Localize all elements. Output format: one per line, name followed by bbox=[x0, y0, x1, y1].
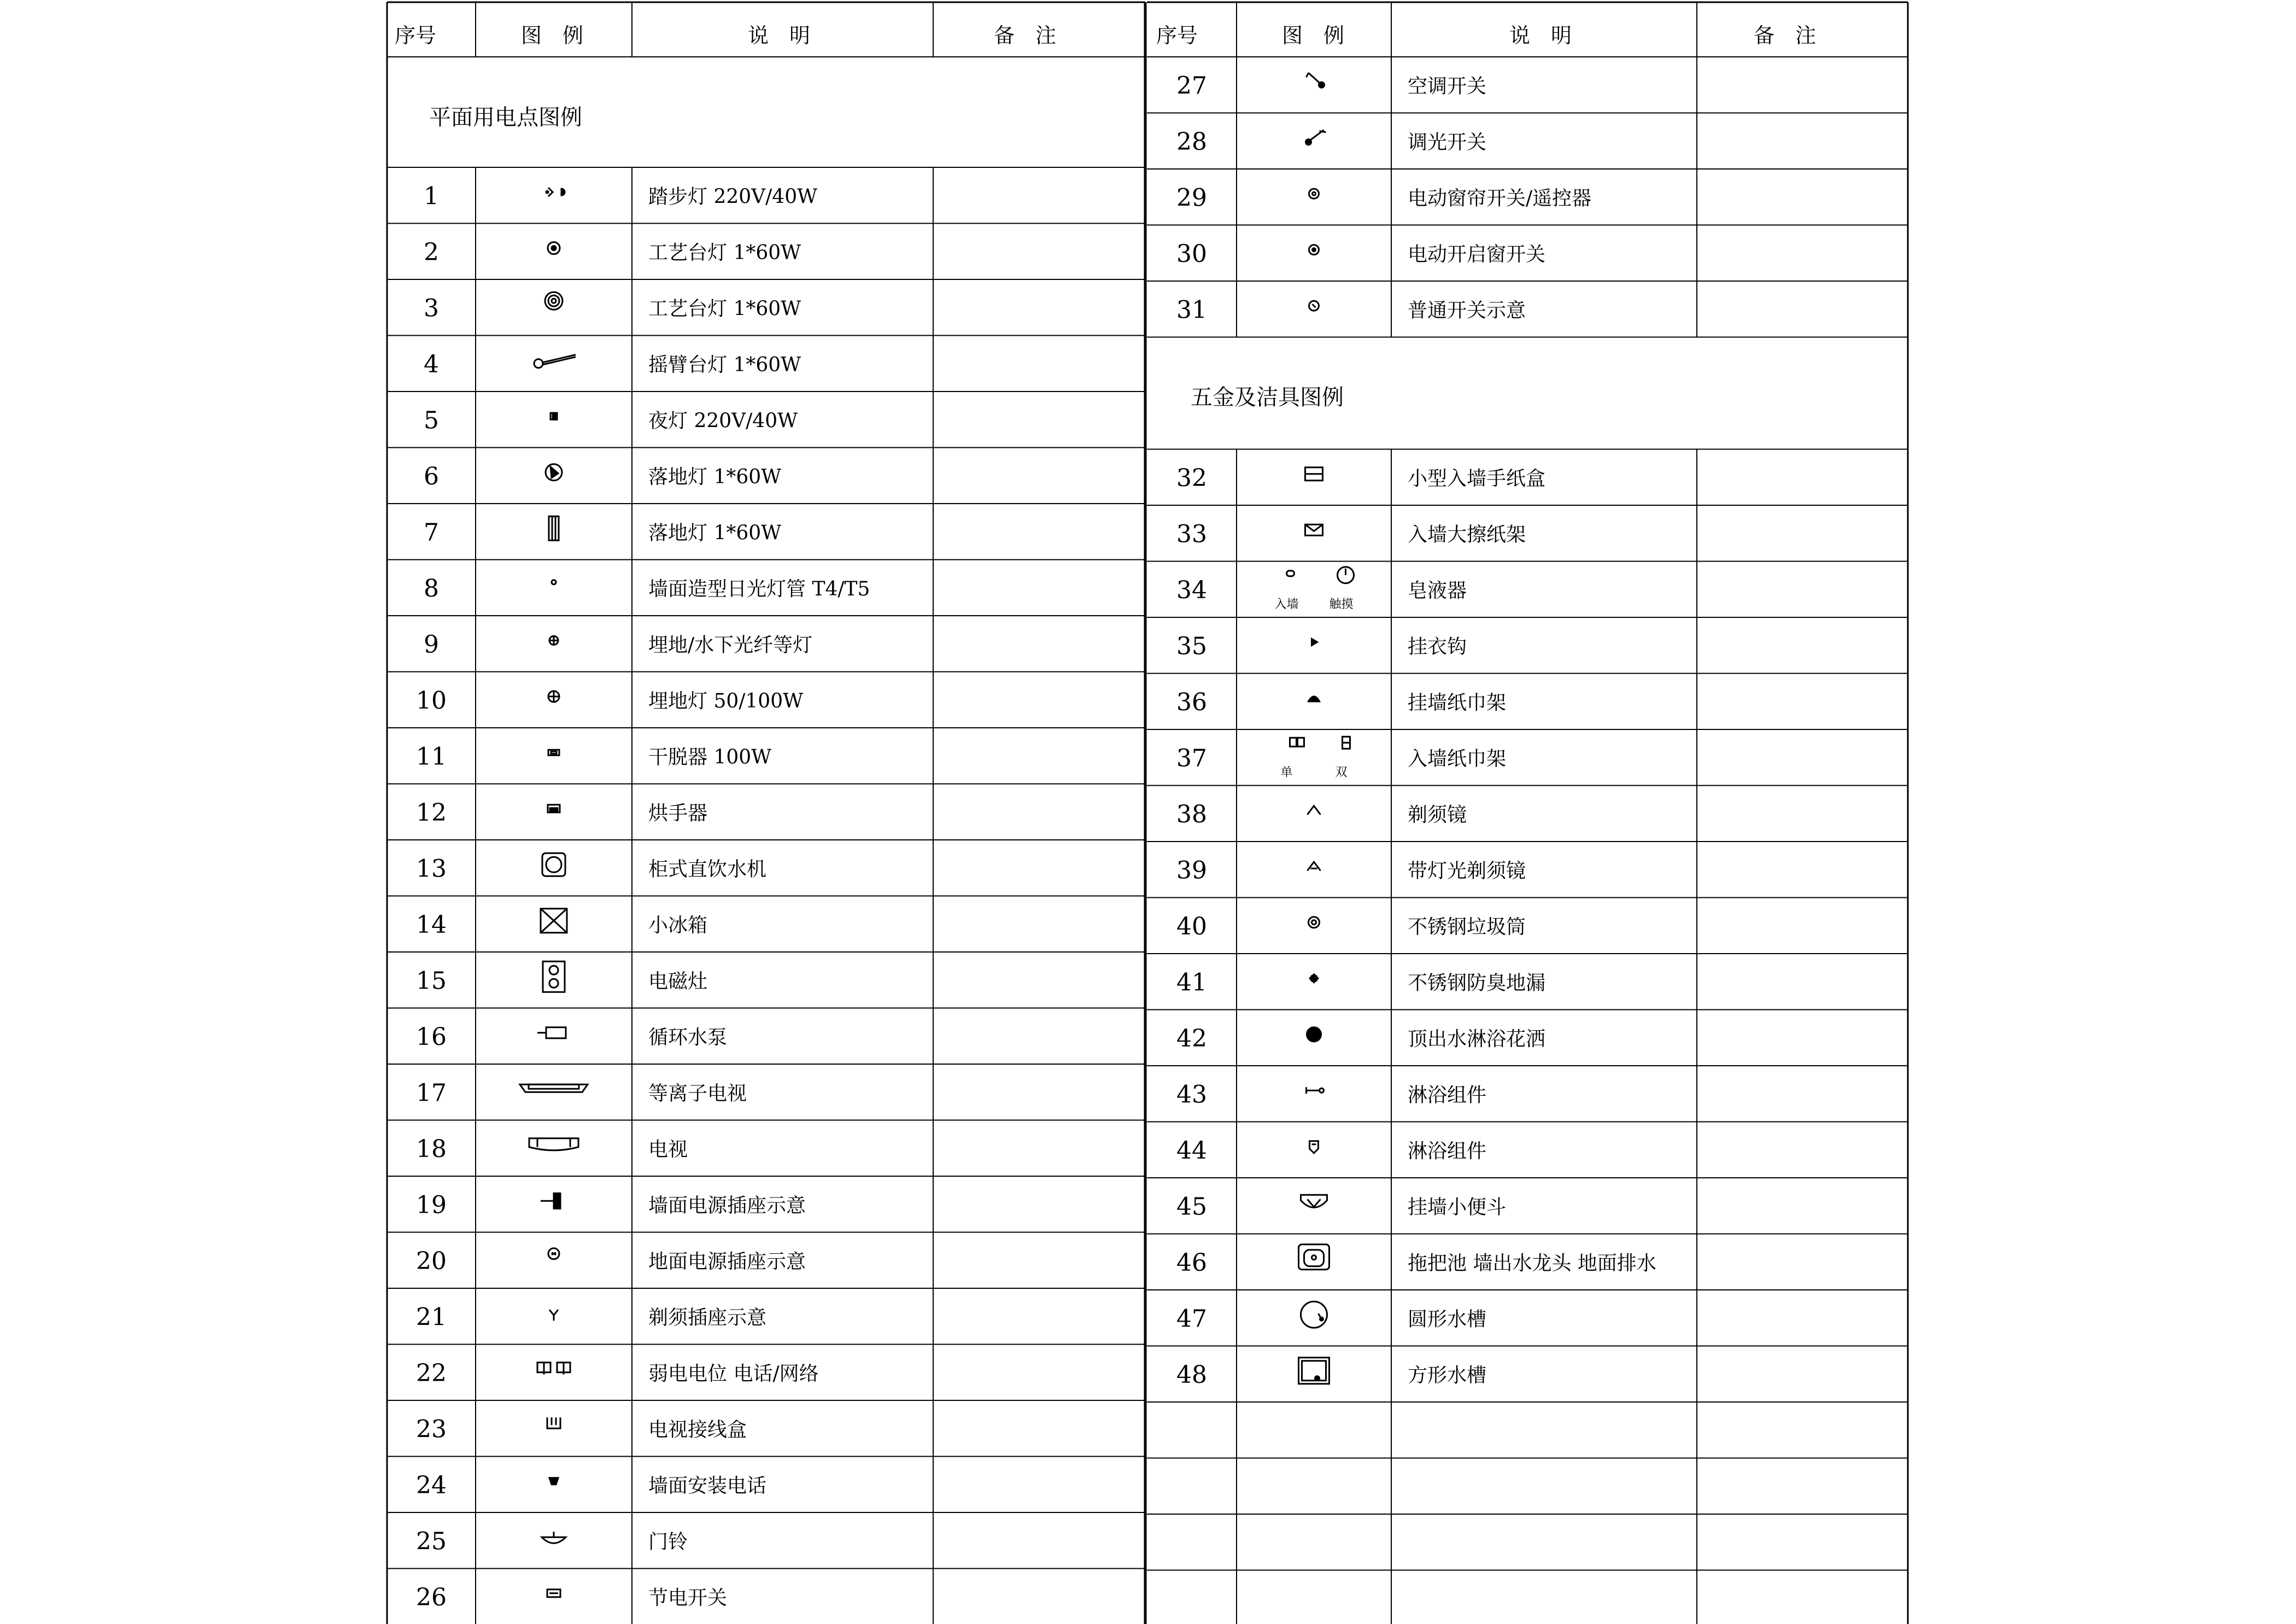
row-number: 6 bbox=[424, 462, 439, 490]
tissue-box-icon bbox=[1305, 468, 1323, 481]
row-number: 18 bbox=[416, 1135, 447, 1163]
symbol-sub-label: 入墙 bbox=[1274, 597, 1299, 611]
row-number: 47 bbox=[1176, 1305, 1207, 1333]
legend-row bbox=[1176, 737, 1506, 779]
symbol-sub-label: 单 bbox=[1280, 766, 1293, 780]
row-number: 5 bbox=[424, 406, 439, 435]
soap-dispenser-icon bbox=[1287, 567, 1354, 583]
row-number: 20 bbox=[416, 1247, 447, 1275]
row-description: 工艺台灯 1*60W bbox=[648, 297, 801, 320]
legend-row bbox=[416, 1079, 747, 1107]
row-number: 8 bbox=[424, 574, 439, 603]
legend-row bbox=[416, 1135, 688, 1163]
ground-light-icon bbox=[548, 691, 559, 702]
shaving-mirror-icon bbox=[1308, 806, 1321, 815]
shower-set-b-icon bbox=[1310, 1141, 1319, 1153]
table-grid bbox=[387, 2, 1908, 1624]
row-number: 42 bbox=[1176, 1024, 1207, 1053]
legend-row bbox=[424, 238, 801, 266]
legend-row bbox=[424, 463, 781, 490]
row-number: 30 bbox=[1176, 239, 1207, 268]
legend-row bbox=[416, 1023, 727, 1051]
row-number: 21 bbox=[416, 1303, 447, 1331]
round-sink-icon bbox=[1301, 1301, 1327, 1328]
legend-row bbox=[416, 1471, 766, 1499]
row-description: 圆形水槽 bbox=[1408, 1308, 1487, 1331]
legend-row bbox=[1176, 1137, 1486, 1165]
right-header-remark: 备 注 bbox=[1753, 24, 1817, 48]
legend-row bbox=[416, 1415, 747, 1443]
row-number: 40 bbox=[1176, 912, 1207, 940]
row-description: 方形水槽 bbox=[1408, 1364, 1487, 1387]
row-number: 15 bbox=[416, 967, 447, 995]
legend-row bbox=[416, 1191, 806, 1219]
row-number: 25 bbox=[416, 1527, 447, 1556]
square-sink-icon bbox=[1299, 1358, 1329, 1384]
symbol-sub-label: 双 bbox=[1335, 766, 1348, 780]
data-phone-outlet-icon bbox=[537, 1363, 570, 1375]
legend-row bbox=[1176, 1025, 1545, 1053]
tv-junction-box-icon bbox=[547, 1417, 560, 1428]
legend-row bbox=[1176, 801, 1467, 828]
row-number: 41 bbox=[1176, 968, 1207, 997]
row-number: 9 bbox=[424, 630, 439, 659]
legend-row bbox=[424, 630, 812, 658]
row-description: 剃须插座示意 bbox=[648, 1306, 767, 1329]
row-description: 皂液器 bbox=[1408, 579, 1467, 602]
induction-cooker-icon bbox=[543, 961, 565, 992]
legend-row bbox=[416, 1303, 766, 1331]
row-number: 34 bbox=[1176, 576, 1207, 604]
trash-bin-icon bbox=[1309, 917, 1320, 928]
legend-row bbox=[1176, 520, 1526, 548]
row-description: 不锈钢防臭地漏 bbox=[1408, 972, 1546, 995]
night-light-icon bbox=[550, 413, 557, 419]
dimmer-switch-icon bbox=[1306, 130, 1326, 145]
row-description: 普通开关示意 bbox=[1408, 299, 1526, 322]
row-number: 39 bbox=[1176, 856, 1207, 885]
row-description: 烘手器 bbox=[648, 802, 708, 825]
buried-light-icon bbox=[549, 636, 558, 645]
row-description: 入墙大擦纸架 bbox=[1408, 523, 1526, 546]
right-header-symbol: 图 例 bbox=[1281, 24, 1345, 48]
floor-lamp-icon bbox=[546, 464, 562, 481]
legend-row bbox=[1176, 1245, 1656, 1277]
legend-row bbox=[1176, 128, 1486, 156]
row-number: 31 bbox=[1176, 296, 1207, 324]
row-number: 37 bbox=[1176, 744, 1207, 773]
legend-row bbox=[416, 743, 771, 770]
row-number: 44 bbox=[1176, 1136, 1207, 1165]
row-description: 柜式直饮水机 bbox=[648, 858, 767, 881]
legend-row bbox=[1176, 688, 1506, 716]
paper-holder-icon bbox=[1305, 524, 1323, 535]
legend-row bbox=[416, 1359, 819, 1387]
recessed-towel-icon bbox=[1290, 737, 1350, 749]
floor-lamp-tall-icon bbox=[549, 516, 559, 540]
lit-mirror-icon bbox=[1308, 862, 1321, 871]
table-lamp-icon bbox=[548, 242, 560, 254]
row-number: 43 bbox=[1176, 1080, 1207, 1109]
row-description: 挂墙纸巾架 bbox=[1408, 691, 1507, 714]
row-number: 35 bbox=[1176, 632, 1207, 661]
row-number: 22 bbox=[416, 1359, 447, 1387]
legend-row bbox=[424, 182, 817, 210]
row-number: 10 bbox=[416, 686, 447, 715]
row-description: 弱电电位 电话/网络 bbox=[648, 1362, 819, 1385]
legend-row bbox=[424, 350, 801, 378]
row-description: 墙面安装电话 bbox=[648, 1474, 767, 1497]
water-dispenser-icon bbox=[542, 853, 565, 876]
left-header-desc: 说 明 bbox=[747, 24, 811, 48]
legend-row bbox=[416, 909, 707, 939]
towel-rack-icon bbox=[1309, 697, 1320, 702]
hand-dryer-icon bbox=[548, 805, 560, 813]
legend-row bbox=[1176, 1193, 1506, 1220]
legend-row bbox=[1176, 184, 1591, 212]
row-description: 电视接线盒 bbox=[648, 1418, 747, 1441]
row-description: 埋地/水下光纤等灯 bbox=[648, 634, 813, 657]
power-saving-switch-icon bbox=[547, 1590, 560, 1597]
row-description: 顶出水淋浴花洒 bbox=[1408, 1027, 1546, 1050]
row-description: 小型入墙手纸盒 bbox=[1408, 467, 1546, 490]
shower-set-icon bbox=[1307, 1087, 1324, 1094]
row-description: 挂墙小便斗 bbox=[1408, 1196, 1507, 1219]
row-description: 墙面造型日光灯管 T4/T5 bbox=[648, 577, 870, 600]
shaver-socket-icon bbox=[549, 1310, 558, 1321]
row-description: 干脱器 100W bbox=[648, 746, 772, 769]
swing-arm-lamp-icon bbox=[534, 355, 576, 368]
row-number: 32 bbox=[1176, 464, 1207, 492]
wall-socket-icon bbox=[541, 1193, 560, 1208]
mini-fridge-icon bbox=[541, 909, 567, 933]
row-description: 节电开关 bbox=[648, 1586, 728, 1609]
left-section-title: 平面用电点图例 bbox=[429, 105, 582, 130]
left-header-no: 序号 bbox=[394, 24, 437, 48]
urinal-icon bbox=[1301, 1195, 1327, 1207]
floor-drain-icon bbox=[1309, 973, 1319, 983]
legend-row bbox=[1176, 464, 1545, 492]
row-number: 46 bbox=[1176, 1248, 1207, 1277]
row-description: 工艺台灯 1*60W bbox=[648, 241, 801, 264]
legend-row bbox=[1176, 913, 1526, 940]
right-section-title: 五金及洁具图例 bbox=[1191, 385, 1344, 410]
row-description: 等离子电视 bbox=[648, 1082, 747, 1105]
right-header-desc: 说 明 bbox=[1509, 24, 1572, 48]
row-description: 电动开启窗开关 bbox=[1408, 243, 1546, 266]
row-description: 埋地灯 50/100W bbox=[648, 690, 804, 712]
row-number: 16 bbox=[416, 1023, 447, 1051]
wall-phone-icon bbox=[549, 1478, 558, 1485]
row-number: 26 bbox=[416, 1583, 447, 1611]
row-number: 12 bbox=[416, 798, 447, 827]
row-description: 电磁灶 bbox=[648, 970, 708, 993]
row-number: 36 bbox=[1176, 688, 1207, 716]
row-description: 淋浴组件 bbox=[1408, 1084, 1487, 1107]
row-number: 4 bbox=[424, 350, 439, 378]
row-description: 地面电源插座示意 bbox=[648, 1250, 806, 1273]
table-lamp-ornate-icon bbox=[545, 292, 563, 309]
shower-head-icon bbox=[1307, 1027, 1321, 1042]
dryer-icon bbox=[548, 750, 559, 755]
legend-row bbox=[1176, 856, 1526, 884]
row-number: 3 bbox=[424, 294, 439, 323]
row-number: 14 bbox=[416, 910, 447, 939]
row-number: 7 bbox=[424, 518, 439, 547]
legend-row bbox=[1176, 567, 1467, 611]
row-number: 28 bbox=[1176, 127, 1207, 156]
doorbell-icon bbox=[542, 1532, 566, 1543]
legend-row bbox=[416, 799, 707, 827]
row-description: 拖把池 墙出水龙头 地面排水 bbox=[1408, 1252, 1656, 1275]
legend-row bbox=[1176, 72, 1486, 100]
row-number: 24 bbox=[416, 1471, 447, 1499]
row-number: 11 bbox=[416, 743, 447, 771]
step-light-icon bbox=[546, 188, 565, 196]
right-header-no: 序号 bbox=[1156, 24, 1198, 48]
window-switch-icon bbox=[1309, 245, 1319, 255]
switch-icon bbox=[1309, 301, 1319, 311]
row-number: 27 bbox=[1176, 72, 1207, 100]
row-number: 19 bbox=[416, 1191, 447, 1219]
legend-row bbox=[416, 961, 707, 995]
row-number: 1 bbox=[424, 182, 439, 211]
row-description: 墙面电源插座示意 bbox=[648, 1194, 806, 1217]
row-description: 循环水泵 bbox=[648, 1026, 728, 1049]
row-description: 带灯光剃须镜 bbox=[1408, 860, 1526, 883]
row-description: 空调开关 bbox=[1408, 75, 1487, 98]
row-description: 淋浴组件 bbox=[1408, 1140, 1487, 1162]
left-header-symbol: 图 例 bbox=[520, 24, 584, 48]
row-description: 电视 bbox=[648, 1138, 688, 1161]
legend-row bbox=[1176, 1080, 1486, 1108]
water-pump-icon bbox=[537, 1027, 566, 1038]
legend-row bbox=[1176, 632, 1467, 660]
legend-row bbox=[424, 406, 798, 434]
legend-row bbox=[416, 687, 803, 715]
row-number: 45 bbox=[1176, 1193, 1207, 1221]
legend-row bbox=[1176, 968, 1545, 996]
legend-row bbox=[416, 853, 766, 883]
row-number: 23 bbox=[416, 1415, 447, 1444]
row-description: 踏步灯 220V/40W bbox=[648, 185, 818, 208]
row-description: 落地灯 1*60W bbox=[648, 465, 782, 488]
row-description: 不锈钢垃圾筒 bbox=[1408, 915, 1526, 938]
legend-row bbox=[1176, 240, 1545, 268]
legend-row bbox=[416, 1527, 688, 1555]
row-number: 48 bbox=[1176, 1360, 1207, 1389]
symbol-sub-label: 触摸 bbox=[1329, 597, 1354, 611]
right-header bbox=[1156, 24, 1816, 48]
legend-row bbox=[424, 575, 870, 603]
row-description: 小冰箱 bbox=[648, 914, 708, 937]
row-description: 夜灯 220V/40W bbox=[648, 410, 798, 433]
row-number: 13 bbox=[416, 855, 447, 883]
row-description: 门铃 bbox=[648, 1530, 688, 1553]
coat-hook-icon bbox=[1312, 639, 1317, 645]
left-header-remark: 备 注 bbox=[993, 24, 1057, 48]
legend-row bbox=[416, 1584, 727, 1611]
row-description: 落地灯 1*60W bbox=[648, 522, 782, 545]
row-number: 17 bbox=[416, 1079, 447, 1107]
wall-fluorescent-icon bbox=[552, 580, 556, 585]
row-number: 33 bbox=[1176, 520, 1207, 548]
legend-row bbox=[424, 516, 781, 546]
left-header bbox=[395, 24, 1056, 48]
tv-icon bbox=[529, 1138, 578, 1150]
legend-row bbox=[1176, 296, 1526, 324]
row-description: 摇臂台灯 1*60W bbox=[648, 353, 801, 376]
row-description: 挂衣钩 bbox=[1408, 635, 1467, 658]
legend-row bbox=[416, 1247, 806, 1275]
mop-sink-icon bbox=[1299, 1245, 1329, 1270]
legend-row bbox=[424, 292, 801, 322]
row-description: 剃须镜 bbox=[1408, 803, 1467, 826]
plasma-tv-icon bbox=[520, 1084, 588, 1092]
row-number: 38 bbox=[1176, 800, 1207, 828]
curtain-switch-icon bbox=[1309, 189, 1319, 198]
floor-socket-icon bbox=[548, 1248, 559, 1259]
legend-row bbox=[1176, 1301, 1486, 1333]
row-description: 入墙纸巾架 bbox=[1408, 747, 1507, 770]
legend-row bbox=[1176, 1358, 1486, 1389]
row-description: 调光开关 bbox=[1408, 131, 1487, 154]
row-description: 电动窗帘开关/遥控器 bbox=[1408, 187, 1592, 210]
row-number: 2 bbox=[424, 238, 439, 266]
row-number: 29 bbox=[1176, 184, 1207, 212]
ac-switch-icon bbox=[1307, 73, 1325, 87]
